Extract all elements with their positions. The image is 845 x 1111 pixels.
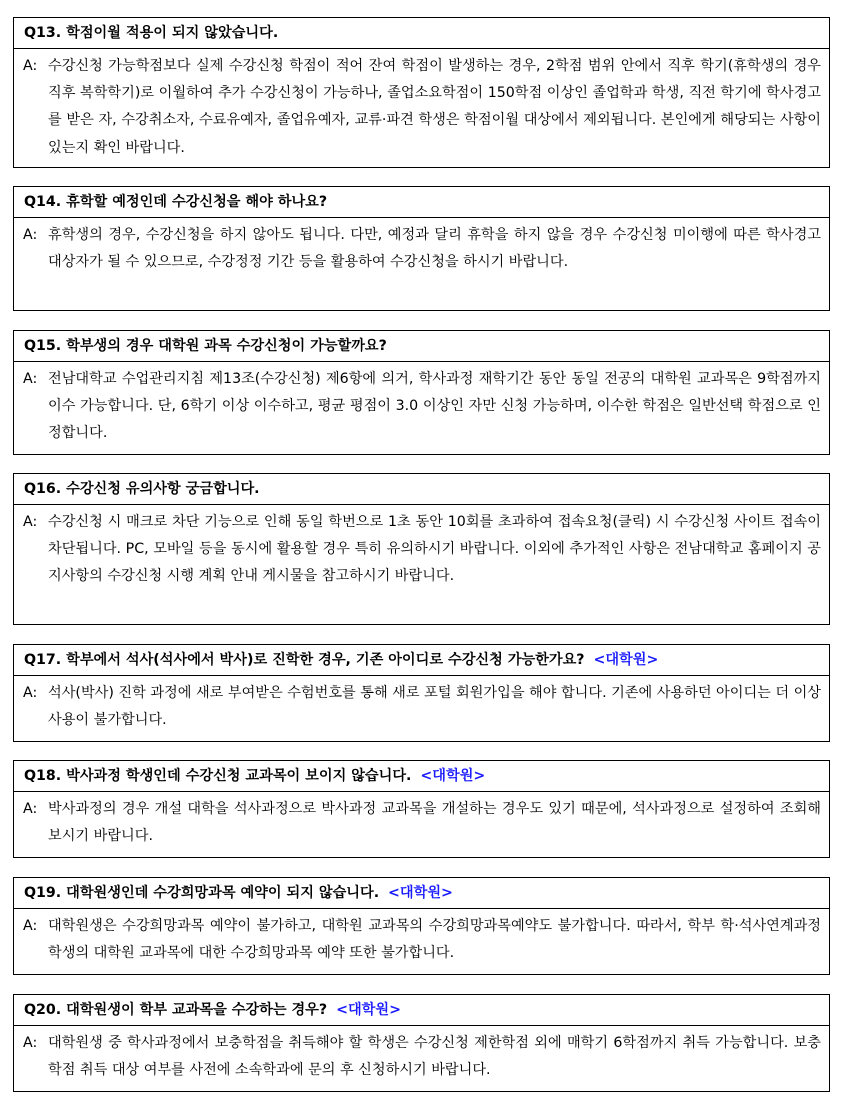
question-text: Q16. 수강신청 유의사항 궁금합니다. — [24, 481, 260, 497]
answer-block — [14, 1026, 829, 1086]
answer-text: 대학원생은 수강희망과목 예약이 불가하고, 대학원 교과목의 수강희망과목예약도 불가합니다. 따라서, 학부 학·석사연계과정 학생의 대학원 교과목에 대한 수강희망과목 예약 또한 불가합니다. — [48, 918, 821, 962]
graduate-tag: <대학원> — [420, 768, 486, 784]
answer-prefix: A: — [23, 514, 38, 530]
answer-prefix: A: — [23, 918, 38, 934]
answer-text: 수강신청 시 매크로 차단 기능으로 인해 동일 학번으로 1초 동안 10회를 초과하여 접속요청(클릭) 시 수강신청 사이트 접속이 차단됩니다. PC, 모바일 등을 동시에 활용할 경우 특히 유의하시기 바랍니다. 이외에 추가적인 사항은 전남대학교 홈페이지 공지사항의 수강신청 시행 계획 안내 게시물을 참고하시기 바랍니다. — [48, 514, 821, 585]
answer-text: 대학원생 중 학사과정에서 보충학점을 취득해야 할 학생은 수강신청 제한학점 외에 매학기 6학점까지 취득 가능합니다. 보충학점 취득 대상 여부를 사전에 소속학과에 문의 후 신청하시기 바랍니다. — [48, 1035, 821, 1079]
faq-item-q13 — [13, 17, 830, 168]
question-title — [14, 878, 829, 909]
answer-block — [14, 676, 829, 736]
question-title — [14, 18, 829, 49]
answer-text: 휴학생의 경우, 수강신청을 하지 않아도 됩니다. 다만, 예정과 달리 휴학을 하지 않을 경우 수강신청 미이행에 따른 학사경고 대상자가 될 수 있으므로, 수강정정 기간 등을 활용하여 수강신청을 하시기 바랍니다. — [48, 227, 821, 271]
faq-item-q17 — [13, 644, 830, 742]
graduate-tag: <대학원> — [593, 652, 659, 668]
answer-block — [14, 49, 829, 164]
question-text: Q13. 학점이월 적용이 되지 않았습니다. — [24, 25, 279, 41]
graduate-tag: <대학원> — [336, 1002, 401, 1018]
faq-item-q19 — [13, 877, 830, 975]
question-text: Q14. 휴학할 예정인데 수강신청을 해야 하나요? — [24, 194, 328, 210]
answer-block — [14, 505, 829, 593]
answer-block — [14, 909, 829, 969]
answer-prefix: A: — [23, 371, 38, 387]
answer-block — [14, 792, 829, 852]
answer-prefix: A: — [23, 801, 38, 817]
answer-block — [14, 362, 829, 450]
question-text: Q18. 박사과정 학생인데 수강신청 교과목이 보이지 않습니다. — [24, 768, 412, 784]
question-title — [14, 995, 829, 1026]
answer-block — [14, 218, 829, 278]
question-text: Q19. 대학원생인데 수강희망과목 예약이 되지 않습니다. — [24, 885, 380, 901]
question-text: Q17. 학부에서 석사(석사에서 박사)로 진학한 경우, 기존 아이디로 수강신청 가능한가요? — [24, 652, 585, 668]
faq-item-q14 — [13, 186, 830, 311]
faq-item-q18 — [13, 760, 830, 858]
question-title — [14, 761, 829, 792]
answer-prefix: A: — [23, 685, 38, 701]
question-title — [14, 331, 829, 362]
answer-text: 박사과정의 경우 개설 대학을 석사과정으로 박사과정 교과목을 개설하는 경우도 있기 때문에, 석사과정으로 설정하여 조회해보시기 바랍니다. — [48, 801, 821, 845]
question-title — [14, 187, 829, 218]
faq-item-q16 — [13, 473, 830, 625]
faq-item-q20 — [13, 994, 830, 1092]
answer-text: 전남대학교 수업관리지침 제13조(수강신청) 제6항에 의거, 학사과정 재학기간 동안 동일 전공의 대학원 교과목은 9학점까지 이수 가능합니다. 단, 6학기 이상 이수하고, 평균 평점이 3.0 이상인 자만 신청 가능하며, 이수한 학점은 일반선택 학점으로 인정합니다. — [48, 371, 821, 442]
graduate-tag: <대학원> — [388, 885, 453, 901]
answer-prefix: A: — [23, 58, 38, 74]
answer-text: 수강신청 가능학점보다 실제 수강신청 학점이 적어 잔여 학점이 발생하는 경우, 2학점 범위 안에서 직후 학기(휴학생의 경우 직후 복학학기)로 이월하여 추가 수강신청이 가능하나, 졸업소요학점이 150학점 이상인 졸업학과 학생, 직전 학기에 학사경고를 받은 자, 수강취소자, 수료유예자, 졸업유예자, 교류·파견 학생은 학점이월 대상에서 제외됩니다. 본인에게 해당되는 사항이 있는지 확인 바랍니다. — [48, 58, 821, 156]
answer-text: 석사(박사) 진학 과정에 새로 부여받은 수험번호를 통해 새로 포털 회원가입을 해야 합니다. 기존에 사용하던 아이디는 더 이상 사용이 불가합니다. — [48, 685, 821, 729]
faq-item-q15 — [13, 330, 830, 455]
answer-prefix: A: — [23, 1035, 38, 1051]
question-text: Q15. 학부생의 경우 대학원 과목 수강신청이 가능할까요? — [24, 338, 387, 354]
question-title — [14, 474, 829, 505]
answer-prefix: A: — [23, 227, 38, 243]
question-text: Q20. 대학원생이 학부 교과목을 수강하는 경우? — [24, 1002, 328, 1018]
question-title — [14, 645, 829, 676]
